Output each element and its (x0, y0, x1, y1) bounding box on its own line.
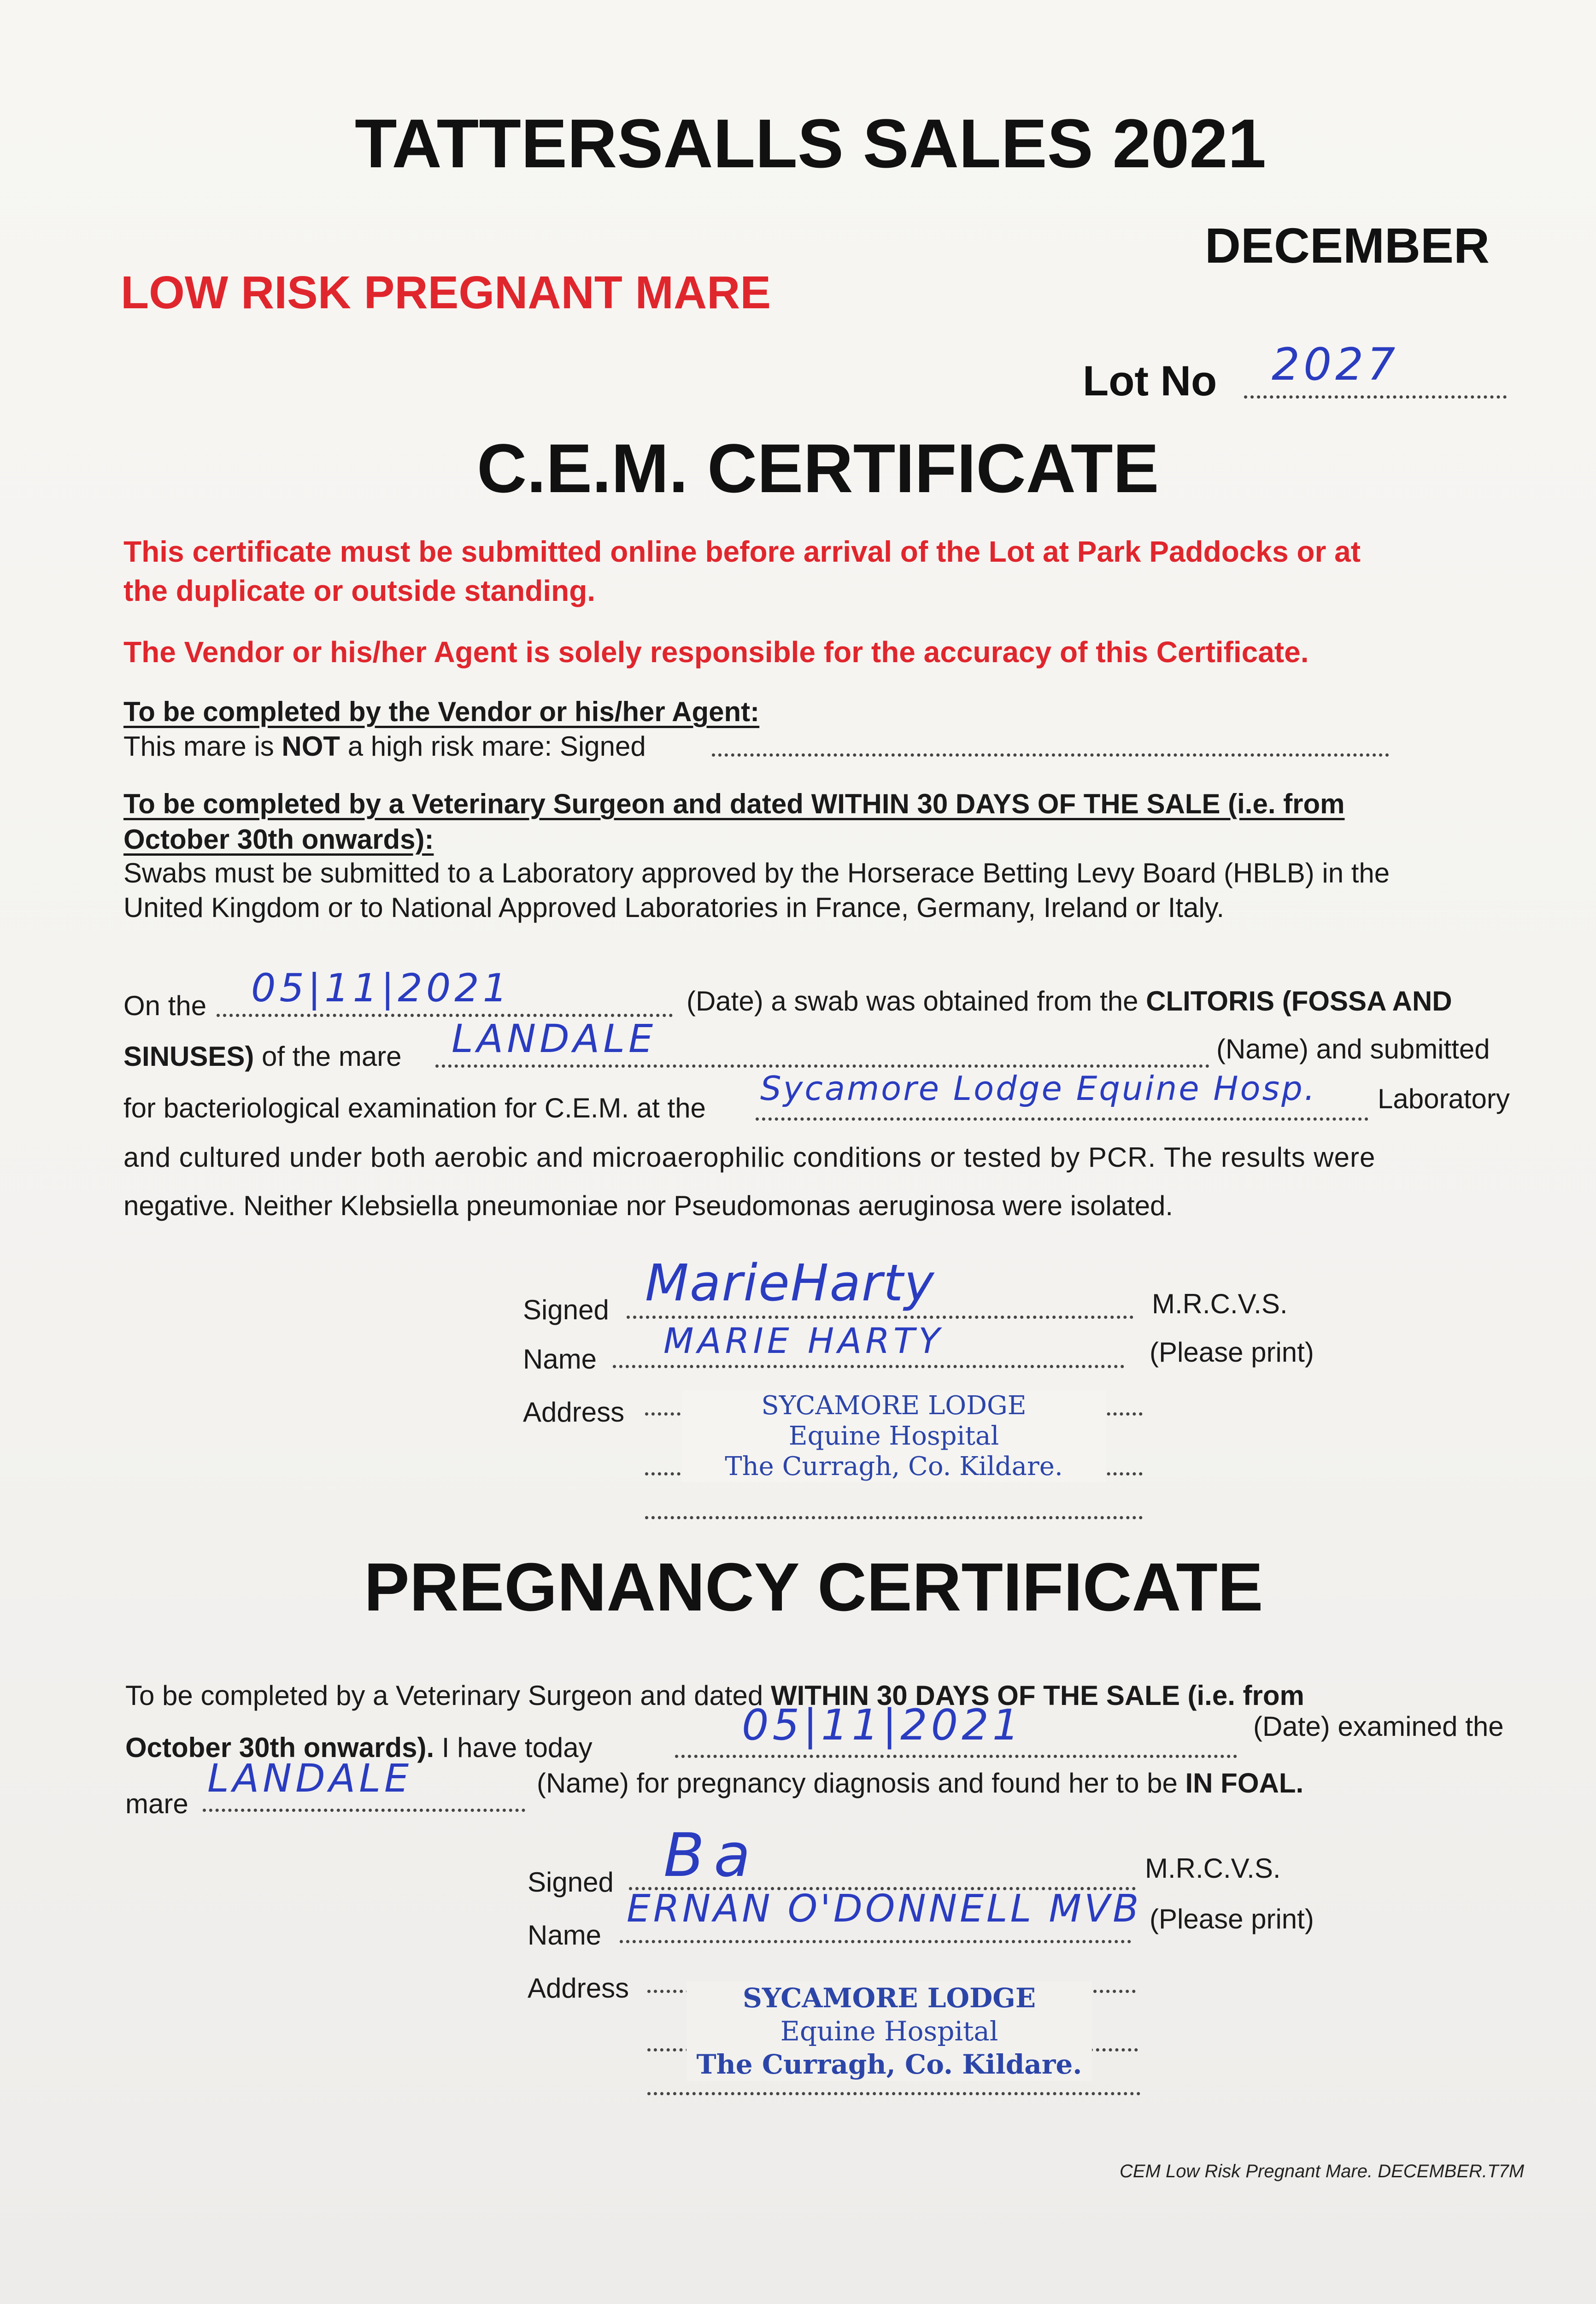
cem-signed-label: Signed (523, 1294, 609, 1325)
document-title: TATTERSALLS SALES 2021 (355, 105, 1267, 182)
vendor-signature-line (712, 753, 1389, 757)
cem-name-line (613, 1365, 1124, 1368)
pregnancy-address-label: Address (528, 1973, 629, 2004)
pregnancy-signature: Ba (663, 1820, 760, 1890)
pregnancy-address-line3 (647, 2092, 1140, 2095)
sale-month: DECEMBER (1205, 217, 1490, 273)
swab-instructions-line2: United Kingdom or to National Approved Laboratories in France, Germany, Ireland or Italy. (123, 892, 1225, 923)
cem-address-label: Address (523, 1397, 625, 1428)
mare-name-line (435, 1064, 1209, 1068)
pregnancy-intro-line1: To be completed by a Veterinary Surgeon and dated WITHIN 30 DAYS OF THE SALE (i.e. from (125, 1680, 1304, 1711)
laboratory-line (756, 1117, 1368, 1121)
mare-label: SINUSES) of the mare (123, 1041, 402, 1072)
pregnancy-intro-line2: October 30th onwards). I have today (125, 1732, 593, 1763)
pregnancy-mare-label: mare (125, 1788, 188, 1819)
cem-name-label: Name (523, 1344, 597, 1375)
cem-address-line3 (645, 1516, 1143, 1519)
submission-notice-line1: This certificate must be submitted online before arrival of the Lot at Park Paddocks or at (123, 535, 1361, 568)
category-label: LOW RISK PREGNANT MARE (121, 267, 771, 318)
vendor-declaration: This mare is NOT a high risk mare: Signed (123, 731, 646, 762)
lot-label: Lot No (1083, 358, 1217, 405)
pregnancy-diagnosis-text: (Name) for pregnancy diagnosis and found her to be IN FOAL. (537, 1768, 1304, 1799)
swab-date-suffix: (Date) a swab was obtained from the CLITORIS (FOSSA AND (687, 986, 1452, 1017)
pregnancy-name-label: Name (528, 1920, 602, 1951)
lot-value: 2027 (1272, 339, 1399, 390)
cem-signature: MarieHarty (645, 1253, 935, 1312)
bacteriological-label: for bacteriological examination for C.E.M. at the (123, 1093, 706, 1123)
vendor-heading: To be completed by the Vendor or his/her Agent: (123, 696, 760, 727)
form-reference-footer: CEM Low Risk Pregnant Mare. DECEMBER.T7M (1120, 2161, 1525, 2181)
pregnancy-signed-label: Signed (528, 1867, 614, 1898)
vet-heading: To be completed by a Veterinary Surgeon and dated WITHIN 30 DAYS OF THE SALE (i.e. from (123, 788, 1345, 819)
cem-heading: C.E.M. CERTIFICATE (477, 429, 1159, 507)
name-submitted-label: (Name) and submitted (1216, 1034, 1490, 1064)
cem-name-value: MARIE HARTY (663, 1320, 944, 1361)
pregnancy-date-value: 05|11|2021 (742, 1700, 1023, 1750)
pregnancy-date-line (675, 1755, 1237, 1758)
pregnancy-date-suffix: (Date) examined the (1253, 1711, 1504, 1742)
pregnancy-heading: PREGNANCY CERTIFICATE (364, 1549, 1263, 1625)
pregnancy-name-line (620, 1940, 1131, 1943)
lot-dotted-line (1244, 395, 1507, 399)
pregnancy-please-print: (Please print) (1150, 1904, 1314, 1934)
laboratory-value: Sycamore Lodge Equine Hosp. (760, 1069, 1317, 1108)
responsibility-notice: The Vendor or his/her Agent is solely responsible for the accuracy of this Certificate. (123, 635, 1309, 669)
cultured-text: and cultured under both aerobic and microaerophilic conditions or tested by PCR. The results were (123, 1142, 1376, 1173)
pregnancy-mare-line (203, 1809, 525, 1812)
pregnancy-address-stamp: SYCAMORE LODGE Equine Hospital The Curragh, Co. Kildare. (687, 1981, 1092, 2081)
swab-date-value: 05|11|2021 (251, 965, 511, 1011)
pregnancy-name-value: ERNAN O'DONNELL MVB (627, 1887, 1142, 1931)
cem-please-print: (Please print) (1150, 1337, 1314, 1368)
submission-notice-line2: the duplicate or outside standing. (123, 574, 596, 607)
pregnancy-mrcvs-label: M.R.C.V.S. (1145, 1853, 1281, 1884)
vet-heading-line2: October 30th onwards): (123, 824, 434, 855)
negative-result-text: negative. Neither Klebsiella pneumoniae nor Pseudomonas aeruginosa were isolated. (123, 1190, 1174, 1221)
cem-mrcvs-label: M.R.C.V.S. (1152, 1288, 1288, 1319)
pregnancy-mare-value: LANDALE (207, 1756, 413, 1801)
cem-address-stamp: SYCAMORE LODGE Equine Hospital The Curragh, Co. Kildare. (682, 1391, 1106, 1482)
laboratory-label: Laboratory (1378, 1083, 1510, 1114)
swab-instructions-line1: Swabs must be submitted to a Laboratory approved by the Horserace Betting Levy Board (HBLB) in the (123, 858, 1390, 888)
on-the-label: On the (123, 990, 207, 1021)
cem-signature-line (627, 1316, 1133, 1319)
cem-mare-value: LANDALE (452, 1016, 657, 1061)
